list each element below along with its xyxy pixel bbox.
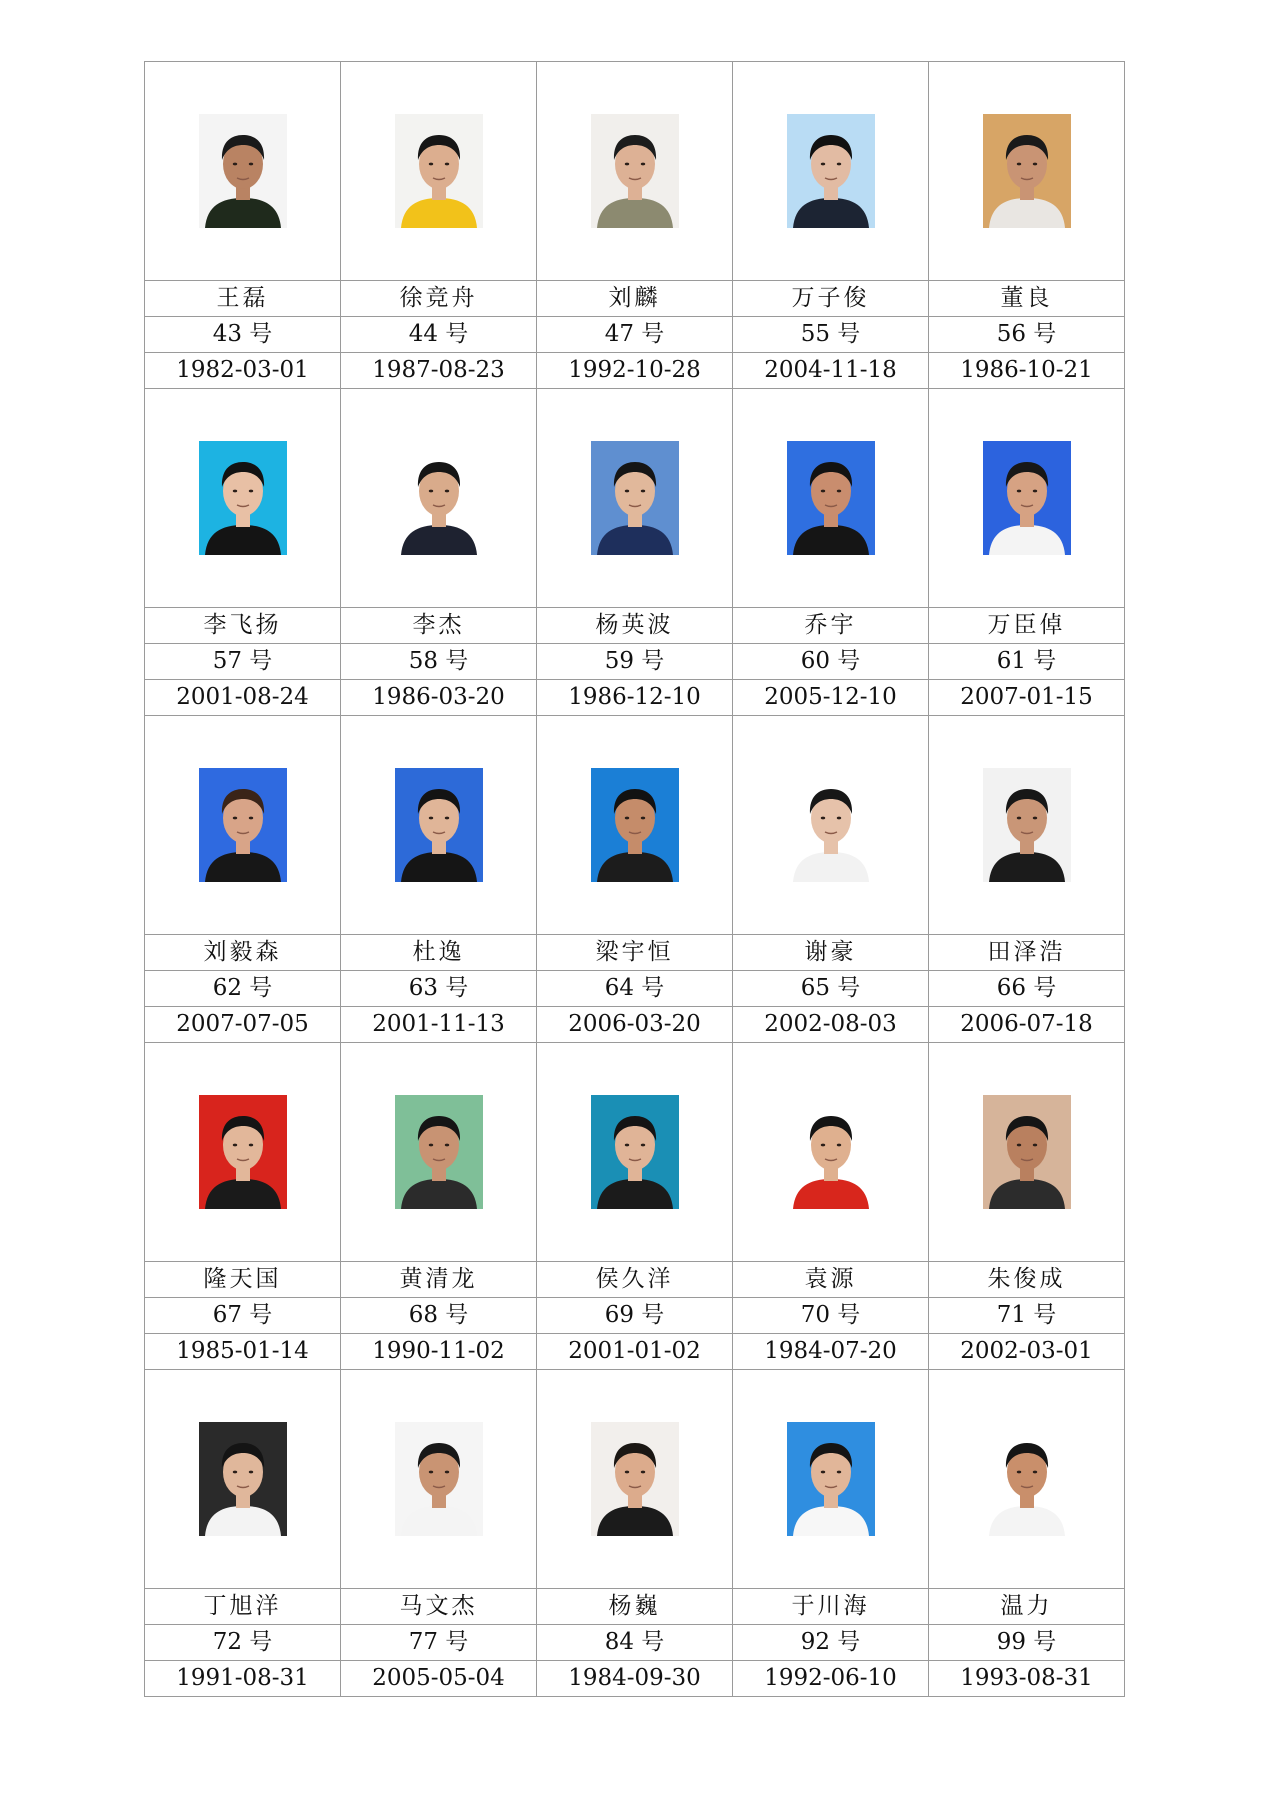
player-birth-date: 1984-09-30	[537, 1661, 733, 1697]
person-portrait-icon	[591, 768, 679, 882]
player-card	[537, 389, 733, 716]
player-photo-cell	[145, 389, 341, 608]
player-name: 梁宇恒	[537, 935, 733, 971]
player-photo-cell	[537, 716, 733, 935]
player-photo-cell	[537, 1043, 733, 1262]
player-photo-cell	[145, 1043, 341, 1262]
player-card	[733, 1043, 929, 1370]
player-photo-cell	[341, 62, 537, 281]
player-name: 刘毅森	[145, 935, 341, 971]
player-birth-date: 1986-03-20	[341, 680, 537, 716]
player-photo	[983, 1095, 1071, 1209]
player-birth-date: 1987-08-23	[341, 353, 537, 389]
player-number: 56 号	[929, 317, 1125, 353]
player-card	[145, 1370, 341, 1697]
player-photo-cell	[341, 1370, 537, 1589]
player-birth-date: 2001-01-02	[537, 1334, 733, 1370]
player-number: 58 号	[341, 644, 537, 680]
player-name: 田泽浩	[929, 935, 1125, 971]
player-birth-date: 1982-03-01	[145, 353, 341, 389]
player-birth-date: 1992-10-28	[537, 353, 733, 389]
player-birth-date: 2005-05-04	[341, 1661, 537, 1697]
person-portrait-icon	[199, 768, 287, 882]
player-photo	[787, 441, 875, 555]
player-name: 徐竞舟	[341, 281, 537, 317]
player-birth-date: 2002-03-01	[929, 1334, 1125, 1370]
player-birth-date: 1986-10-21	[929, 353, 1125, 389]
player-photo	[787, 768, 875, 882]
player-card	[341, 62, 537, 389]
person-portrait-icon	[395, 1422, 483, 1536]
player-card	[537, 716, 733, 1043]
player-number: 57 号	[145, 644, 341, 680]
player-card	[341, 1043, 537, 1370]
player-card	[145, 716, 341, 1043]
player-card	[537, 62, 733, 389]
player-card	[145, 1043, 341, 1370]
player-name: 董良	[929, 281, 1125, 317]
player-card	[929, 716, 1125, 1043]
player-photo	[591, 114, 679, 228]
player-photo	[199, 1422, 287, 1536]
person-portrait-icon	[395, 1095, 483, 1209]
player-photo-cell	[537, 389, 733, 608]
player-name: 黄清龙	[341, 1262, 537, 1298]
player-name: 袁源	[733, 1262, 929, 1298]
person-portrait-icon	[395, 441, 483, 555]
player-birth-date: 1985-01-14	[145, 1334, 341, 1370]
player-name: 李飞扬	[145, 608, 341, 644]
player-card	[145, 62, 341, 389]
player-photo-cell	[929, 1370, 1125, 1589]
player-card	[537, 1043, 733, 1370]
person-portrait-icon	[787, 1095, 875, 1209]
person-portrait-icon	[787, 768, 875, 882]
player-number: 69 号	[537, 1298, 733, 1334]
player-number: 55 号	[733, 317, 929, 353]
player-photo	[199, 114, 287, 228]
player-name: 谢豪	[733, 935, 929, 971]
player-name: 杨巍	[537, 1589, 733, 1625]
player-photo	[983, 441, 1071, 555]
player-number: 77 号	[341, 1625, 537, 1661]
person-portrait-icon	[199, 1095, 287, 1209]
player-number: 44 号	[341, 317, 537, 353]
player-birth-date: 1993-08-31	[929, 1661, 1125, 1697]
player-photo-cell	[145, 716, 341, 935]
player-photo-cell	[341, 389, 537, 608]
player-number: 70 号	[733, 1298, 929, 1334]
player-name: 万子俊	[733, 281, 929, 317]
player-birth-date: 2007-01-15	[929, 680, 1125, 716]
player-photo-cell	[929, 389, 1125, 608]
player-card	[145, 389, 341, 716]
player-card	[929, 1370, 1125, 1697]
player-number: 63 号	[341, 971, 537, 1007]
player-photo	[199, 441, 287, 555]
player-photo	[395, 441, 483, 555]
player-photo-cell	[733, 1370, 929, 1589]
player-birth-date: 2004-11-18	[733, 353, 929, 389]
player-photo	[199, 768, 287, 882]
player-name: 乔宇	[733, 608, 929, 644]
player-card	[733, 62, 929, 389]
player-number: 68 号	[341, 1298, 537, 1334]
player-card	[929, 62, 1125, 389]
player-photo-cell	[145, 62, 341, 281]
player-name: 侯久洋	[537, 1262, 733, 1298]
player-photo	[787, 114, 875, 228]
person-portrait-icon	[395, 114, 483, 228]
player-card	[929, 389, 1125, 716]
person-portrait-icon	[591, 1422, 679, 1536]
player-photo-cell	[145, 1370, 341, 1589]
person-portrait-icon	[787, 441, 875, 555]
player-name: 温力	[929, 1589, 1125, 1625]
person-portrait-icon	[199, 114, 287, 228]
player-number: 99 号	[929, 1625, 1125, 1661]
player-photo-cell	[929, 1043, 1125, 1262]
player-number: 64 号	[537, 971, 733, 1007]
player-number: 67 号	[145, 1298, 341, 1334]
player-photo-cell	[537, 1370, 733, 1589]
person-portrait-icon	[395, 768, 483, 882]
player-card	[929, 1043, 1125, 1370]
player-card	[733, 389, 929, 716]
player-name: 于川海	[733, 1589, 929, 1625]
player-number: 66 号	[929, 971, 1125, 1007]
player-card	[733, 716, 929, 1043]
player-photo	[591, 441, 679, 555]
player-name: 丁旭洋	[145, 1589, 341, 1625]
player-photo	[983, 768, 1071, 882]
player-birth-date: 1992-06-10	[733, 1661, 929, 1697]
player-number: 47 号	[537, 317, 733, 353]
player-photo	[983, 114, 1071, 228]
person-portrait-icon	[787, 114, 875, 228]
player-photo-cell	[929, 716, 1125, 935]
player-name: 刘麟	[537, 281, 733, 317]
player-photo	[395, 114, 483, 228]
person-portrait-icon	[983, 1422, 1071, 1536]
person-portrait-icon	[199, 1422, 287, 1536]
player-photo-cell	[733, 62, 929, 281]
player-number: 61 号	[929, 644, 1125, 680]
player-photo-cell	[733, 1043, 929, 1262]
player-birth-date: 2001-08-24	[145, 680, 341, 716]
person-portrait-icon	[591, 114, 679, 228]
player-number: 72 号	[145, 1625, 341, 1661]
player-birth-date: 2006-07-18	[929, 1007, 1125, 1043]
player-card	[341, 1370, 537, 1697]
player-name: 李杰	[341, 608, 537, 644]
player-birth-date: 2002-08-03	[733, 1007, 929, 1043]
person-portrait-icon	[983, 1095, 1071, 1209]
player-number: 71 号	[929, 1298, 1125, 1334]
player-photo	[395, 1095, 483, 1209]
player-number: 59 号	[537, 644, 733, 680]
player-card	[341, 389, 537, 716]
player-name: 王磊	[145, 281, 341, 317]
player-birth-date: 2006-03-20	[537, 1007, 733, 1043]
player-number: 92 号	[733, 1625, 929, 1661]
player-card	[733, 1370, 929, 1697]
player-photo-cell	[929, 62, 1125, 281]
player-photo	[199, 1095, 287, 1209]
player-birth-date: 1991-08-31	[145, 1661, 341, 1697]
player-name: 隆天国	[145, 1262, 341, 1298]
player-card	[341, 716, 537, 1043]
player-birth-date: 1990-11-02	[341, 1334, 537, 1370]
player-name: 马文杰	[341, 1589, 537, 1625]
player-number: 62 号	[145, 971, 341, 1007]
player-birth-date: 1984-07-20	[733, 1334, 929, 1370]
person-portrait-icon	[983, 441, 1071, 555]
person-portrait-icon	[591, 1095, 679, 1209]
player-birth-date: 2001-11-13	[341, 1007, 537, 1043]
player-number: 60 号	[733, 644, 929, 680]
player-number: 84 号	[537, 1625, 733, 1661]
player-photo	[395, 1422, 483, 1536]
player-name: 朱俊成	[929, 1262, 1125, 1298]
player-photo	[591, 1422, 679, 1536]
player-number: 43 号	[145, 317, 341, 353]
person-portrait-icon	[591, 441, 679, 555]
person-portrait-icon	[199, 441, 287, 555]
player-photo	[591, 768, 679, 882]
player-roster-table	[144, 61, 1125, 1697]
player-photo	[983, 1422, 1071, 1536]
person-portrait-icon	[983, 114, 1071, 228]
person-portrait-icon	[787, 1422, 875, 1536]
player-photo	[591, 1095, 679, 1209]
player-birth-date: 2007-07-05	[145, 1007, 341, 1043]
player-photo-cell	[341, 1043, 537, 1262]
player-photo-cell	[537, 62, 733, 281]
player-photo-cell	[733, 716, 929, 935]
person-portrait-icon	[983, 768, 1071, 882]
player-number: 65 号	[733, 971, 929, 1007]
player-name: 万臣倬	[929, 608, 1125, 644]
player-name: 杨英波	[537, 608, 733, 644]
player-birth-date: 2005-12-10	[733, 680, 929, 716]
player-name: 杜逸	[341, 935, 537, 971]
player-birth-date: 1986-12-10	[537, 680, 733, 716]
player-photo	[787, 1095, 875, 1209]
player-photo	[395, 768, 483, 882]
player-photo-cell	[733, 389, 929, 608]
player-photo-cell	[341, 716, 537, 935]
player-photo	[787, 1422, 875, 1536]
player-card	[537, 1370, 733, 1697]
